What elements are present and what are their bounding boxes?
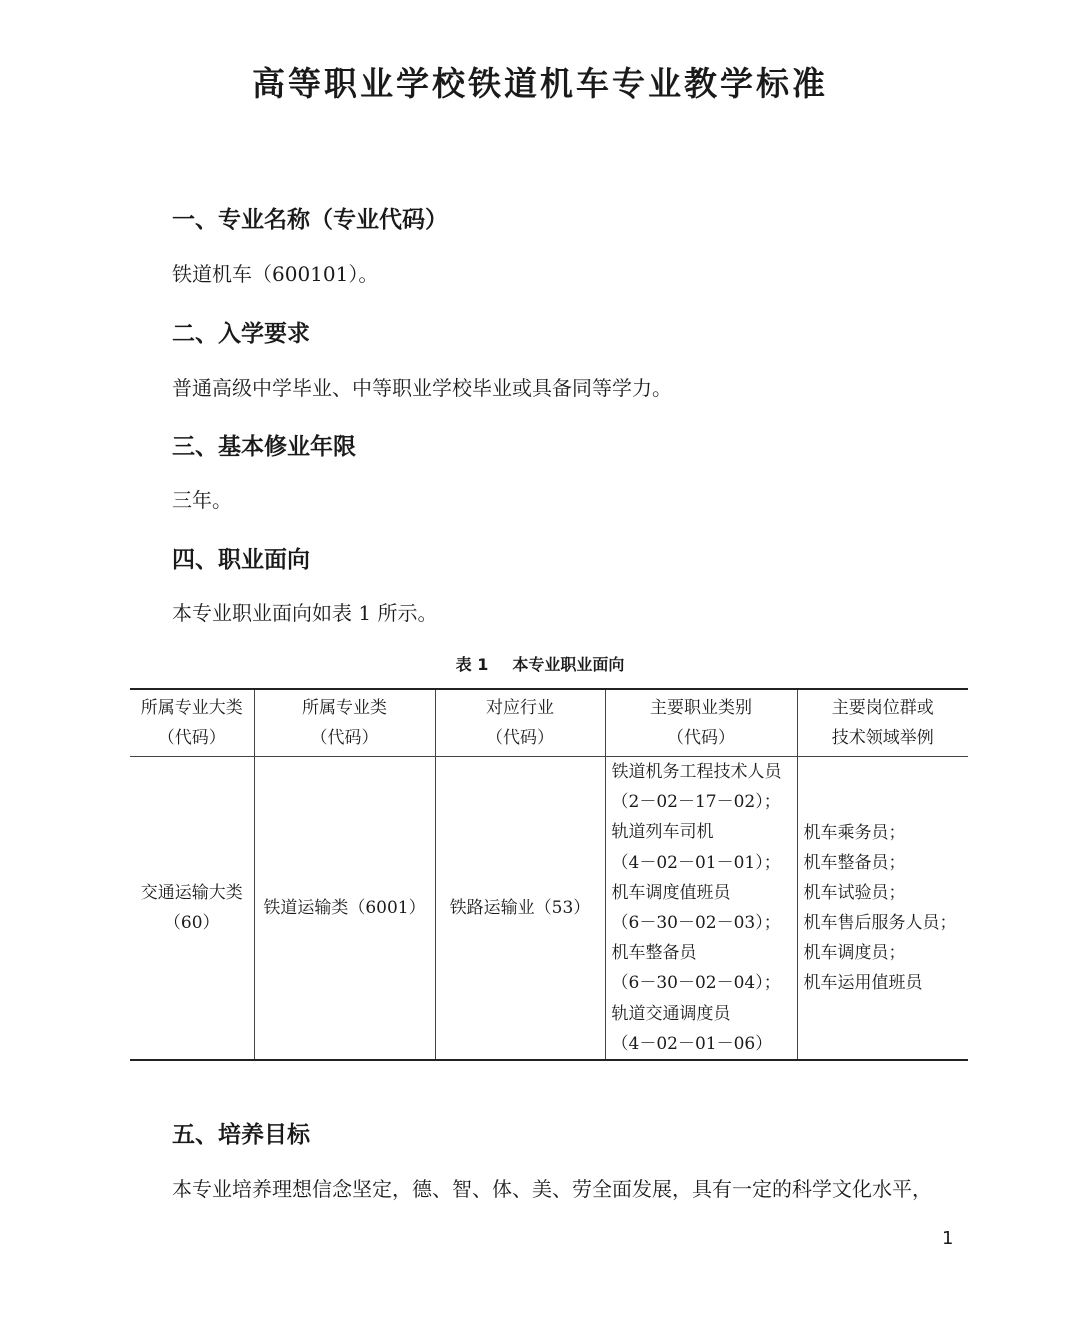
- header-occupation: [605, 689, 797, 757]
- position-line: 机车试验员；: [803, 883, 906, 904]
- cell-major-subcategory: 铁道运输类（6001）: [254, 757, 435, 1061]
- position-line: 机车调度员；: [803, 943, 906, 964]
- position-line: 机车整备员；: [803, 853, 906, 874]
- table-header-row: [130, 689, 968, 757]
- cell-industry: 铁路运输业（53）: [435, 757, 605, 1061]
- header-positions: [797, 689, 968, 757]
- header-line: （代码）: [157, 728, 226, 748]
- header-line: （代码）: [486, 728, 554, 748]
- section-heading-goals: 五、培养目标: [172, 1122, 310, 1148]
- occupation-line: （6－30－02－03）；: [611, 913, 781, 934]
- header-line: 所属专业大类: [140, 698, 243, 718]
- table-caption-title: 本专业职业面向: [512, 655, 625, 674]
- section-heading-career: 四、职业面向: [172, 547, 310, 573]
- header-line: （代码）: [310, 728, 379, 748]
- occupation-line: （4－02－01－06）: [611, 1033, 773, 1054]
- header-line: 所属专业类: [302, 698, 387, 718]
- occupation-line: （4－02－01－01）；: [611, 852, 781, 873]
- table-caption-number: 表 1: [455, 655, 489, 674]
- document-title: 高等职业学校铁道机车专业教学标准: [252, 64, 828, 103]
- occupation-line: 轨道列车司机: [611, 822, 714, 843]
- header-line: 对应行业: [486, 698, 554, 718]
- cell-line: 交通运输大类: [140, 883, 243, 904]
- section-body-duration: 三年。: [172, 488, 232, 512]
- career-table: [130, 688, 968, 1061]
- section-heading-admission: 二、入学要求: [172, 321, 310, 347]
- header-industry: [435, 689, 605, 757]
- section-heading-duration: 三、基本修业年限: [172, 434, 356, 460]
- position-line: 机车运用值班员: [803, 973, 923, 994]
- section-body-career: 本专业职业面向如表 1 所示。: [172, 601, 438, 625]
- position-line: 机车乘务员；: [803, 823, 906, 844]
- occupation-line: （2－02－17－02）；: [611, 792, 781, 813]
- header-line: 技术领域举例: [831, 728, 934, 748]
- header-major-subcategory: [254, 689, 435, 757]
- header-line: 主要职业类别: [650, 698, 752, 718]
- section-body-major-name: 铁道机车（600101）。: [172, 262, 379, 286]
- occupation-line: 机车整备员: [611, 943, 697, 964]
- header-line: （代码）: [667, 728, 735, 748]
- occupation-line: 轨道交通调度员: [611, 1003, 731, 1024]
- table-caption: [0, 652, 1080, 675]
- occupation-line: 机车调度值班员: [611, 882, 731, 903]
- cell-major-category: [130, 757, 254, 1061]
- cell-occupations: [605, 757, 797, 1061]
- occupation-line: 铁道机务工程技术人员: [611, 762, 782, 782]
- header-line: 主要岗位群或: [831, 698, 934, 718]
- cell-positions: [797, 757, 968, 1061]
- position-line: 机车售后服务人员；: [803, 913, 957, 934]
- section-body-admission: 普通高级中学毕业、中等职业学校毕业或具备同等学力。: [172, 376, 672, 400]
- occupation-line: （6－30－02－04）；: [611, 973, 781, 994]
- section-heading-major-name: 一、专业名称（专业代码）: [172, 207, 448, 233]
- header-major-category: [130, 689, 254, 757]
- cell-line: （60）: [163, 913, 220, 934]
- table-row: [130, 757, 968, 1061]
- section-body-goals: 本专业培养理想信念坚定，德、智、体、美、劳全面发展，具有一定的科学文化水平，: [172, 1177, 932, 1201]
- page-number: 1: [942, 1228, 954, 1249]
